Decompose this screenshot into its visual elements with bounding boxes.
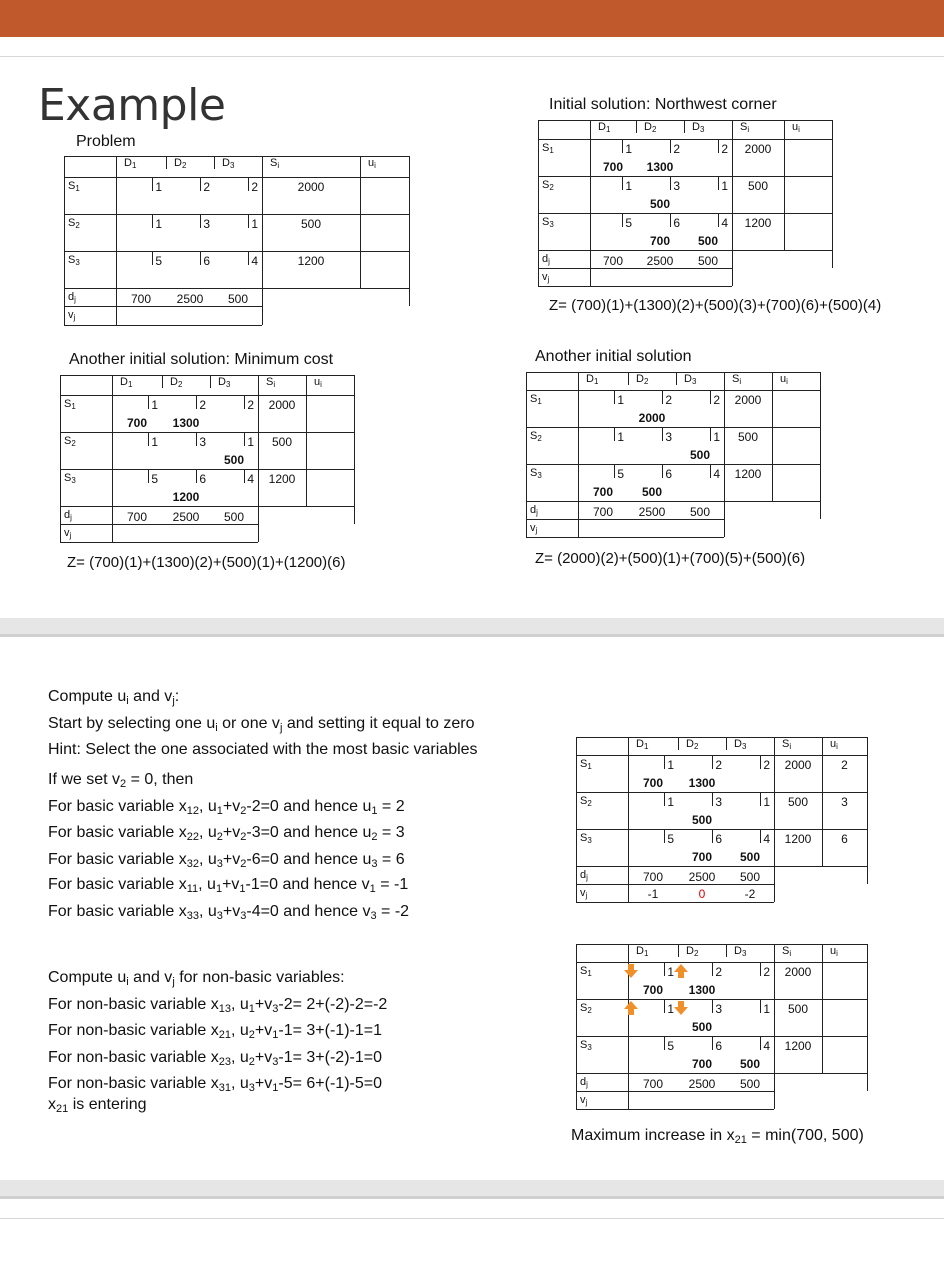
v-value: -2 xyxy=(744,887,756,901)
allocation-value: 2000 xyxy=(638,411,666,425)
col-header-d2: $D_2$ xyxy=(644,121,657,134)
cost-cell: 6 xyxy=(199,472,206,486)
row-header-s3: $S_3$ xyxy=(68,254,80,267)
grid-line xyxy=(60,524,258,525)
col-header-d1: $D_1$ xyxy=(586,373,599,386)
demand-value: 2500 xyxy=(688,870,716,884)
cost-cell: 4 xyxy=(713,467,720,481)
northwest-label: Initial solution: Northwest corner xyxy=(549,96,777,113)
cost-cell: 6 xyxy=(715,832,722,846)
allocation-value: 1300 xyxy=(172,416,200,430)
supply-value: 2000 xyxy=(734,393,762,407)
grid-line xyxy=(60,375,61,542)
grid-line xyxy=(576,1073,867,1074)
row-header-s1: $S_1$ xyxy=(68,180,80,193)
nonbasic-block: Compute $u_i$ and $v_j$ for non-basic variables: For non-basic variable $x_{13}$, $u_1+v_3-2= 2+(-2)-2=-2$ For non-basic variable $x_{21}$, $u_2+v_1-1= 3+(-1)-1=1$ For non-basic variable $x_{23}$, $u_2+v_3-1= 3+(-2)-1=0$ For non-basic variable $x_{31}$, $u_3+v_1-5= 6+(-1)-5=0$ xyxy=(48,969,388,1094)
cost-cell: 4 xyxy=(247,472,254,486)
supply-value: 2000 xyxy=(268,398,296,412)
grid-line xyxy=(360,156,361,288)
allocation-value: 500 xyxy=(649,197,671,211)
increase-arrow-up-icon xyxy=(624,1001,638,1015)
grid-line xyxy=(576,902,774,903)
grid-line xyxy=(526,390,820,391)
grid-line xyxy=(576,999,867,1000)
grid-line xyxy=(576,737,867,738)
row-header-vj: $v_j$ xyxy=(64,527,72,540)
supply-value: 1200 xyxy=(744,216,772,230)
allocation-value: 500 xyxy=(691,1020,713,1034)
grid-line xyxy=(60,395,354,396)
cost-cell: 1 xyxy=(763,795,770,809)
set-v2-line: If we set v xyxy=(48,771,121,788)
col-header-si: $S_i$ xyxy=(270,157,280,170)
cost-cell: 1 xyxy=(251,217,258,231)
grid-line xyxy=(538,250,832,251)
allocation-value: 1300 xyxy=(688,776,716,790)
row-header-dj: $d_j$ xyxy=(64,509,72,522)
grid-line xyxy=(576,1109,774,1110)
cost-cell: 1 xyxy=(763,1002,770,1016)
grid-line xyxy=(636,120,637,133)
col-header-d3: $D_3$ xyxy=(692,121,705,134)
decrease-arrow-down-icon xyxy=(624,964,638,978)
col-header-d3: $D_3$ xyxy=(734,945,747,958)
supply-value: 2000 xyxy=(784,965,812,979)
grid-line xyxy=(214,156,215,169)
grid-line xyxy=(526,501,820,502)
grid-line xyxy=(64,325,262,326)
demand-value: 500 xyxy=(223,510,245,524)
cost-cell: 5 xyxy=(155,254,162,268)
cost-cell: 5 xyxy=(667,1039,674,1053)
demand-value: 2500 xyxy=(172,510,200,524)
grid-line xyxy=(526,427,820,428)
grid-line xyxy=(538,120,539,286)
supply-value: 2000 xyxy=(744,142,772,156)
cost-cell: 2 xyxy=(713,393,720,407)
grid-line xyxy=(354,375,355,524)
grid-line xyxy=(832,120,833,268)
allocation-value: 1200 xyxy=(172,490,200,504)
slide-top-rule xyxy=(0,56,944,57)
row-header-vj: $v_j$ xyxy=(542,271,550,284)
grid-line xyxy=(576,1036,867,1037)
compute-title: Compute u xyxy=(48,688,127,705)
cost-cell: 5 xyxy=(151,472,158,486)
demand-value: 700 xyxy=(592,505,614,519)
u-value: 3 xyxy=(841,795,848,809)
row-header-s3: $S_3$ xyxy=(580,1039,592,1052)
cost-cell: 2 xyxy=(763,965,770,979)
cost-cell: 4 xyxy=(763,832,770,846)
slide-divider xyxy=(0,618,944,637)
cost-cell: 1 xyxy=(617,430,624,444)
row-header-s2: $S_2$ xyxy=(68,217,80,230)
entering-line: $x_{21}$ is entering xyxy=(48,1096,147,1115)
grid-line xyxy=(538,213,832,214)
col-header-si: $S_i$ xyxy=(782,945,792,958)
cost-cell: 4 xyxy=(251,254,258,268)
cost-cell: 1 xyxy=(721,179,728,193)
compute-uv-block: Compute $u_i$ and $v_j$: Start by selecting one $u_i$ or one $v_j$ and setting it equal to zero Hint: Select the one associated with the most basic variables xyxy=(48,688,478,758)
z-another: Z= (2000)(2)+(500)(1)+(700)(5)+(500)(6) xyxy=(535,550,806,567)
grid-line xyxy=(678,737,679,750)
col-header-ui: $u_i$ xyxy=(314,376,322,389)
row-header-vj: $v_j$ xyxy=(530,522,538,535)
col-header-d2: $D_2$ xyxy=(636,373,649,386)
cost-cell: 1 xyxy=(151,398,158,412)
grid-line xyxy=(60,375,354,376)
cost-cell: 6 xyxy=(673,216,680,230)
row-header-dj: $d_j$ xyxy=(68,291,76,304)
grid-line xyxy=(772,372,773,501)
grid-line xyxy=(526,464,820,465)
grid-line xyxy=(538,286,732,287)
cost-cell: 3 xyxy=(715,1002,722,1016)
col-header-d3: $D_3$ xyxy=(218,376,231,389)
col-header-d1: $D_1$ xyxy=(598,121,611,134)
col-header-ui: $u_i$ xyxy=(792,121,800,134)
u-value: 6 xyxy=(841,832,848,846)
allocation-value: 700 xyxy=(642,776,664,790)
grid-line xyxy=(409,156,410,306)
grid-line xyxy=(867,944,868,1091)
intro-line-1: Start by selecting one u xyxy=(48,714,216,732)
row-header-s3: $S_3$ xyxy=(530,467,542,480)
supply-value: 2000 xyxy=(784,758,812,772)
cost-cell: 2 xyxy=(199,398,206,412)
allocation-value: 500 xyxy=(641,485,663,499)
row-header-s2: $S_2$ xyxy=(64,435,76,448)
supply-value: 1200 xyxy=(734,467,762,481)
row-header-s1: $S_1$ xyxy=(580,758,592,771)
demand-value: 500 xyxy=(739,1077,761,1091)
row-header-s1: $S_1$ xyxy=(64,398,76,411)
col-header-si: $S_i$ xyxy=(740,121,750,134)
cost-cell: 4 xyxy=(721,216,728,230)
cost-cell: 2 xyxy=(665,393,672,407)
increase-arrow-up-icon xyxy=(674,964,688,978)
grid-line xyxy=(526,519,724,520)
grid-line xyxy=(726,944,727,957)
cost-cell: 5 xyxy=(625,216,632,230)
cost-cell: 3 xyxy=(715,795,722,809)
demand-value: 700 xyxy=(642,870,664,884)
grid-line xyxy=(162,375,163,388)
supply-value: 1200 xyxy=(297,254,325,268)
row-header-s1: $S_1$ xyxy=(580,965,592,978)
v-value: 0 xyxy=(698,887,706,901)
row-header-s3: $S_3$ xyxy=(542,216,554,229)
supply-value: 2000 xyxy=(297,180,325,194)
col-header-d1: $D_1$ xyxy=(636,945,649,958)
row-header-vj: $v_j$ xyxy=(68,309,76,322)
allocation-value: 500 xyxy=(689,448,711,462)
row-header-s1: $S_1$ xyxy=(542,142,554,155)
grid-line xyxy=(726,737,727,750)
grid-line xyxy=(576,829,867,830)
cost-cell: 6 xyxy=(203,254,210,268)
allocation-value: 700 xyxy=(592,485,614,499)
demand-value: 700 xyxy=(126,510,148,524)
grid-line xyxy=(576,944,577,1109)
grid-line xyxy=(576,755,867,756)
cost-cell: 1 xyxy=(151,435,158,449)
row-header-s2: $S_2$ xyxy=(580,795,592,808)
supply-value: 1200 xyxy=(268,472,296,486)
grid-line xyxy=(867,737,868,884)
supply-value: 500 xyxy=(747,179,769,193)
allocation-value: 500 xyxy=(691,813,713,827)
cost-cell: 6 xyxy=(665,467,672,481)
grid-line xyxy=(538,120,832,121)
col-header-d1: $D_1$ xyxy=(124,157,137,170)
row-header-dj: $d_j$ xyxy=(530,504,538,517)
col-header-si: $S_i$ xyxy=(732,373,742,386)
supply-value: 500 xyxy=(300,217,322,231)
supply-value: 500 xyxy=(271,435,293,449)
supply-value: 500 xyxy=(787,1002,809,1016)
row-header-s2: $S_2$ xyxy=(530,430,542,443)
grid-line xyxy=(60,469,354,470)
allocation-value: 500 xyxy=(697,234,719,248)
col-header-d2: $D_2$ xyxy=(686,738,699,751)
cost-cell: 2 xyxy=(763,758,770,772)
allocation-value: 500 xyxy=(739,850,761,864)
col-header-d2: $D_2$ xyxy=(174,157,187,170)
row-header-s1: $S_1$ xyxy=(530,393,542,406)
supply-value: 500 xyxy=(737,430,759,444)
allocation-value: 500 xyxy=(223,453,245,467)
col-header-d1: $D_1$ xyxy=(120,376,133,389)
cost-cell: 1 xyxy=(667,758,674,772)
demand-value: 500 xyxy=(739,870,761,884)
cost-cell: 1 xyxy=(625,142,632,156)
mincost-label: Another initial solution: Minimum cost xyxy=(69,351,334,368)
grid-line xyxy=(60,432,354,433)
grid-line xyxy=(526,537,724,538)
allocation-value: 1300 xyxy=(646,160,674,174)
problem-label: Problem xyxy=(76,133,136,150)
grid-line xyxy=(538,268,732,269)
col-header-ui: $u_i$ xyxy=(830,945,838,958)
cost-cell: 3 xyxy=(199,435,206,449)
col-header-si: $S_i$ xyxy=(782,738,792,751)
cost-cell: 2 xyxy=(715,965,722,979)
row-header-s2: $S_2$ xyxy=(580,1002,592,1015)
allocation-value: 700 xyxy=(126,416,148,430)
cost-cell: 2 xyxy=(715,758,722,772)
grid-line xyxy=(678,944,679,957)
col-header-d3: $D_3$ xyxy=(734,738,747,751)
col-header-d2: $D_2$ xyxy=(170,376,183,389)
allocation-value: 1300 xyxy=(688,983,716,997)
col-header-d2: $D_2$ xyxy=(686,945,699,958)
cost-cell: 5 xyxy=(617,467,624,481)
demand-value: 2500 xyxy=(638,505,666,519)
row-header-s3: $S_3$ xyxy=(64,472,76,485)
row-header-vj: $v_j$ xyxy=(580,1094,588,1107)
grid-line xyxy=(684,120,685,133)
supply-value: 500 xyxy=(787,795,809,809)
cost-cell: 2 xyxy=(203,180,210,194)
col-header-d3: $D_3$ xyxy=(222,157,235,170)
cost-cell: 1 xyxy=(155,217,162,231)
grid-line xyxy=(306,375,307,506)
demand-value: 700 xyxy=(602,254,624,268)
cost-cell: 1 xyxy=(667,795,674,809)
col-header-si: $S_i$ xyxy=(266,376,276,389)
grid-line xyxy=(576,1091,774,1092)
row-header-s3: $S_3$ xyxy=(580,832,592,845)
another-solution-label: Another initial solution xyxy=(535,348,692,365)
grid-line xyxy=(526,372,527,537)
grid-line xyxy=(538,176,832,177)
v-value: -1 xyxy=(647,887,659,901)
basic-variables-block: If we set $v_2 = 0$, then For basic variable $x_{12}$, $u_1+v_2-2=0$ and hence $u_1 = 2$ For basic variable $x_{22}$, $u_2+v_2-3=0$ and hence $u_2 = 3$ For basic variable $x_{32}$, $u_3+v_2-6=0$ and hence $u_3 = 6$ xyxy=(48,771,405,870)
demand-value: 500 xyxy=(697,254,719,268)
grid-line xyxy=(576,884,774,885)
grid-line xyxy=(576,866,867,867)
grid-line xyxy=(576,944,867,945)
basic-v-block: For basic variable $x_{11}$, $u_1+v_1-1=0$ and hence $v_1 = -1$ For basic variable $x_{33}$, $u_3+v_3-4=0$ and hence $v_3 = -2$ xyxy=(48,876,410,922)
cost-cell: 2 xyxy=(251,180,258,194)
allocation-value: 700 xyxy=(642,983,664,997)
grid-line xyxy=(576,737,577,902)
u-value: 2 xyxy=(841,758,848,772)
cost-cell: 2 xyxy=(721,142,728,156)
col-header-ui: $u_i$ xyxy=(780,373,788,386)
col-header-ui: $u_i$ xyxy=(368,157,376,170)
cost-cell: 5 xyxy=(667,832,674,846)
supply-value: 1200 xyxy=(784,1039,812,1053)
grid-line xyxy=(64,306,262,307)
grid-line xyxy=(784,120,785,250)
allocation-value: 700 xyxy=(602,160,624,174)
cost-cell: 1 xyxy=(667,1002,674,1016)
max-increase-line: Maximum increase in $x_{21} = \min(700$, 500) xyxy=(571,1127,864,1146)
cost-cell: 2 xyxy=(247,398,254,412)
grid-line xyxy=(676,372,677,385)
cost-cell: 3 xyxy=(673,179,680,193)
grid-line xyxy=(822,944,823,1073)
grid-line xyxy=(576,792,867,793)
grid-line xyxy=(64,156,65,325)
allocation-value: 700 xyxy=(649,234,671,248)
demand-value: 500 xyxy=(689,505,711,519)
cost-cell: 6 xyxy=(715,1039,722,1053)
grid-line xyxy=(576,962,867,963)
cost-cell: 3 xyxy=(203,217,210,231)
intro-line-2: Hint: Select the one associated with the most basic variables xyxy=(48,741,478,758)
z-northwest: Z= (700)(1)+(1300)(2)+(500)(3)+(700)(6)+(500)(4) xyxy=(549,297,882,314)
grid-line xyxy=(526,372,820,373)
row-header-dj: $d_j$ xyxy=(542,253,550,266)
decrease-arrow-down-icon xyxy=(674,1001,688,1015)
col-header-ui: $u_i$ xyxy=(830,738,838,751)
row-header-vj: $v_j$ xyxy=(580,887,588,900)
slide-bottom-rule xyxy=(0,1218,944,1219)
cost-cell: 3 xyxy=(665,430,672,444)
grid-line xyxy=(538,139,832,140)
slide-divider-bottom xyxy=(0,1180,944,1199)
row-header-s2: $S_2$ xyxy=(542,179,554,192)
cost-cell: 1 xyxy=(667,965,674,979)
row-header-dj: $d_j$ xyxy=(580,1076,588,1089)
cost-cell: 1 xyxy=(155,180,162,194)
cost-cell: 4 xyxy=(763,1039,770,1053)
cost-cell: 1 xyxy=(625,179,632,193)
grid-line xyxy=(628,372,629,385)
grid-line xyxy=(166,156,167,169)
grid-line xyxy=(820,372,821,519)
top-accent-bar xyxy=(0,0,944,37)
cost-cell: 2 xyxy=(673,142,680,156)
grid-line xyxy=(60,542,258,543)
demand-value: 2500 xyxy=(688,1077,716,1091)
allocation-value: 700 xyxy=(691,850,713,864)
cost-cell: 1 xyxy=(247,435,254,449)
cost-cell: 1 xyxy=(617,393,624,407)
demand-value: 700 xyxy=(130,292,152,306)
supply-value: 1200 xyxy=(784,832,812,846)
allocation-value: 500 xyxy=(739,1057,761,1071)
grid-line xyxy=(60,506,354,507)
grid-line xyxy=(210,375,211,388)
demand-value: 500 xyxy=(227,292,249,306)
allocation-value: 700 xyxy=(691,1057,713,1071)
cost-cell: 1 xyxy=(713,430,720,444)
demand-value: 2500 xyxy=(176,292,204,306)
demand-value: 2500 xyxy=(646,254,674,268)
z-mincost: Z= (700)(1)+(1300)(2)+(500)(1)+(1200)(6) xyxy=(67,554,346,571)
col-header-d3: $D_3$ xyxy=(684,373,697,386)
slide-title: Example xyxy=(38,80,226,131)
row-header-dj: $d_j$ xyxy=(580,869,588,882)
col-header-d1: $D_1$ xyxy=(636,738,649,751)
demand-value: 700 xyxy=(642,1077,664,1091)
